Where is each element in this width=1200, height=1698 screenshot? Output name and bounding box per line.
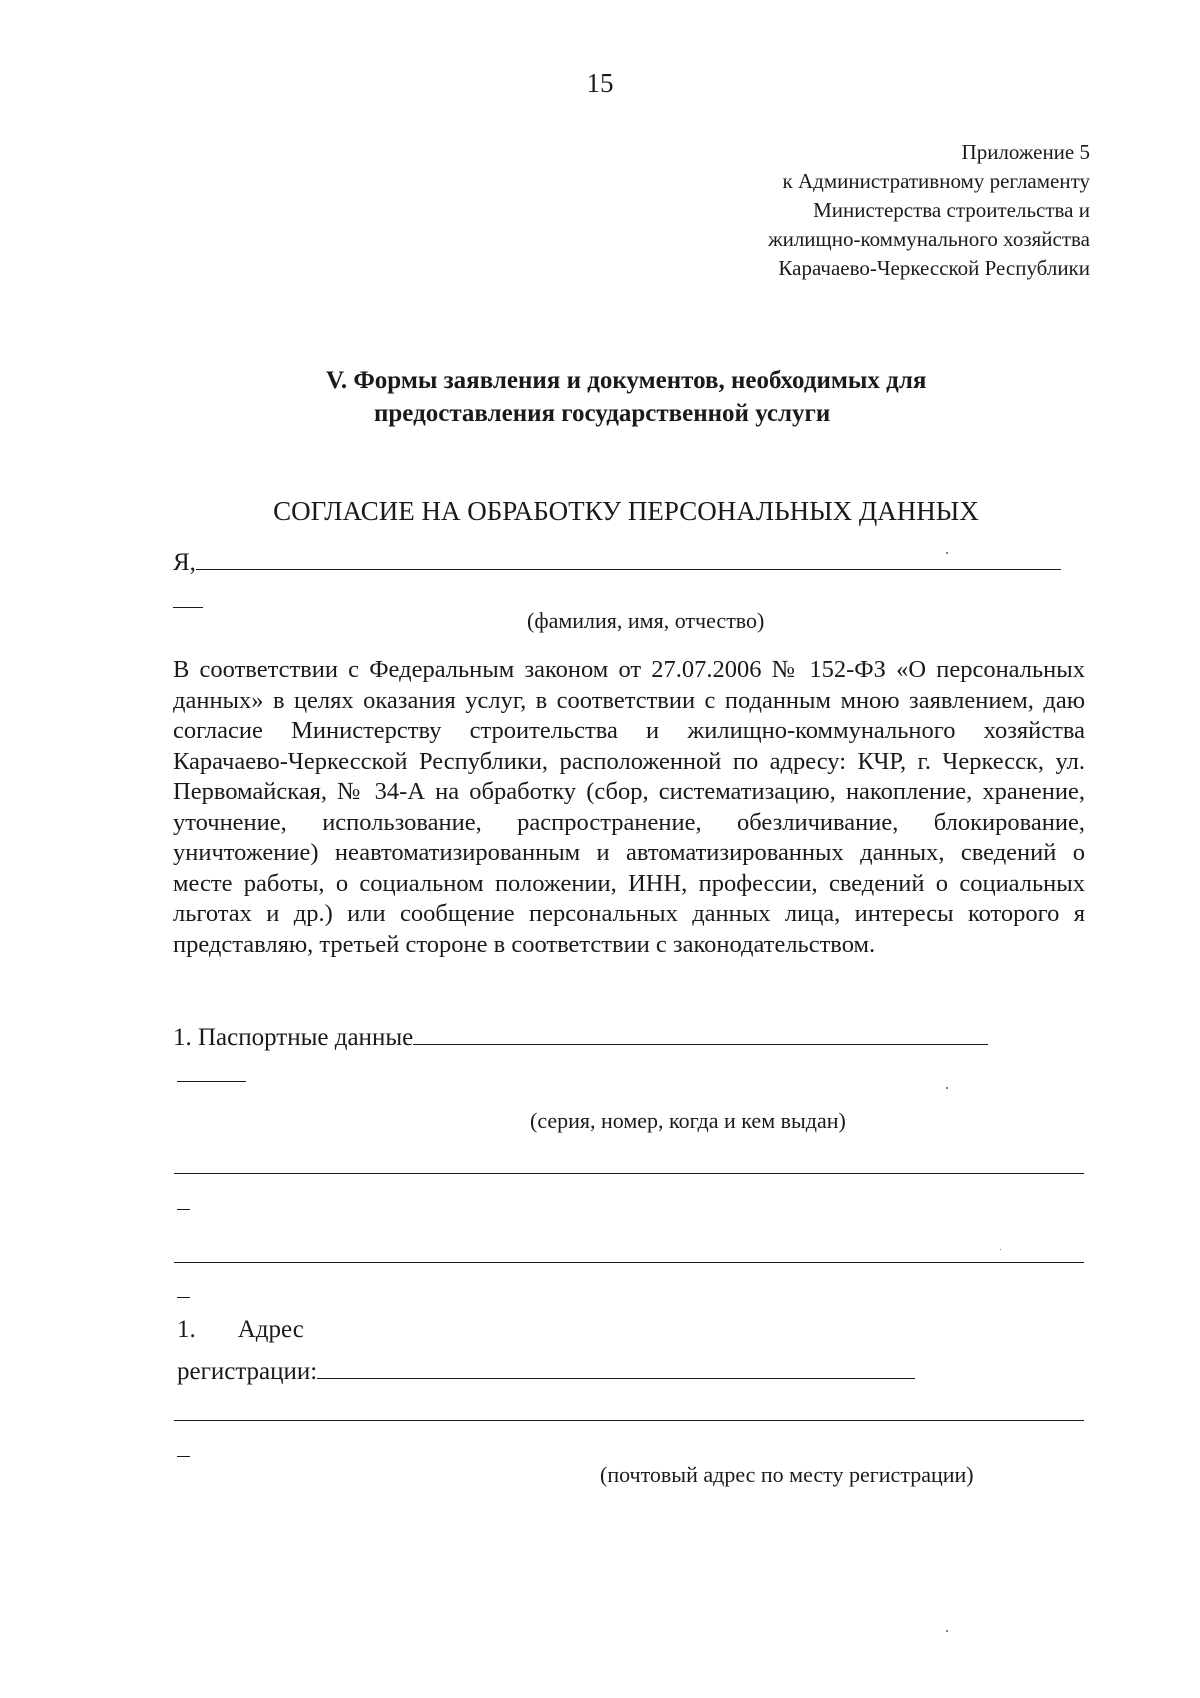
name-field-line[interactable] [196, 545, 1061, 570]
consent-body-paragraph: В соответствии с Федеральным законом от 27.07.2006 № 152-ФЗ «О персональных данных» в целях оказания услуг, в соответствии с поданным мною заявлением, даю согласие Министерству строительства и жилищно-коммунального хозяйства Карачаево-Черкесской Республики, расположенной по адресу: КЧР, г. Черкесск, ул. Первомайская, № 34-А на обработку (сбор, систематизацию, накопление, хранение, уточнение, использование, распространение, обезличивание, блокирование, уничтожение) неавтоматизированным и автоматизированных данных, сведений о месте работы, о социальном положении, ИНН, профессии, сведений о социальных льготах и др.) или сообщение персональных данных лица, интересы которого я представляю, третьей стороне в соответствии с законодательством. [173, 656, 1085, 958]
passport-field-continuation-line[interactable] [177, 1081, 246, 1082]
appendix-line: Карачаево-Черкесской Республики [778, 256, 1090, 280]
address-field-label-line1 [177, 1316, 304, 1344]
passport-extra-line[interactable] [174, 1262, 1084, 1263]
passport-field-label: 1. Паспортные данные [173, 1024, 414, 1051]
name-field-caption: (фамилия, имя, отчество) [527, 608, 765, 633]
page-number: 15 [586, 68, 614, 98]
section-title [160, 364, 1040, 430]
consent-title: СОГЛАСИЕ НА ОБРАБОТКУ ПЕРСОНАЛЬНЫХ ДАННЫХ [273, 496, 979, 526]
passport-extra-line-continuation[interactable] [177, 1297, 190, 1298]
scan-speck [946, 552, 948, 554]
passport-extra-line[interactable] [174, 1173, 1084, 1174]
appendix-line: Министерства строительства и [813, 198, 1090, 222]
address-field-line[interactable] [317, 1356, 915, 1379]
section-title-line: предоставления государственной услуги [374, 400, 831, 427]
appendix-line: к Административному регламенту [782, 169, 1090, 193]
appendix-block [768, 138, 1090, 283]
address-field-row [177, 1356, 915, 1386]
passport-extra-line-continuation[interactable] [177, 1209, 190, 1210]
name-field-row [173, 545, 1061, 577]
scan-speck [946, 1630, 948, 1632]
scan-speck [946, 1087, 948, 1089]
address-field-label-word: регистрации: [177, 1358, 318, 1385]
passport-field-caption: (серия, номер, когда и кем выдан) [530, 1108, 846, 1133]
address-field-label-word: Адрес [237, 1316, 304, 1343]
passport-field-row [173, 1020, 988, 1052]
address-extra-line[interactable] [174, 1420, 1084, 1421]
passport-field-line[interactable] [413, 1020, 988, 1045]
name-field-continuation-line[interactable] [173, 607, 203, 608]
appendix-line: жилищно-коммунального хозяйства [768, 227, 1090, 251]
address-field-number: 1. [177, 1316, 196, 1343]
scan-speck [1000, 1249, 1001, 1250]
name-field-prefix: Я, [173, 549, 196, 576]
section-title-line: V. Формы заявления и документов, необходимых для [326, 367, 927, 394]
address-field-caption: (почтовый адрес по месту регистрации) [600, 1462, 974, 1487]
appendix-line: Приложение 5 [961, 140, 1090, 164]
address-extra-line-continuation[interactable] [177, 1456, 190, 1457]
